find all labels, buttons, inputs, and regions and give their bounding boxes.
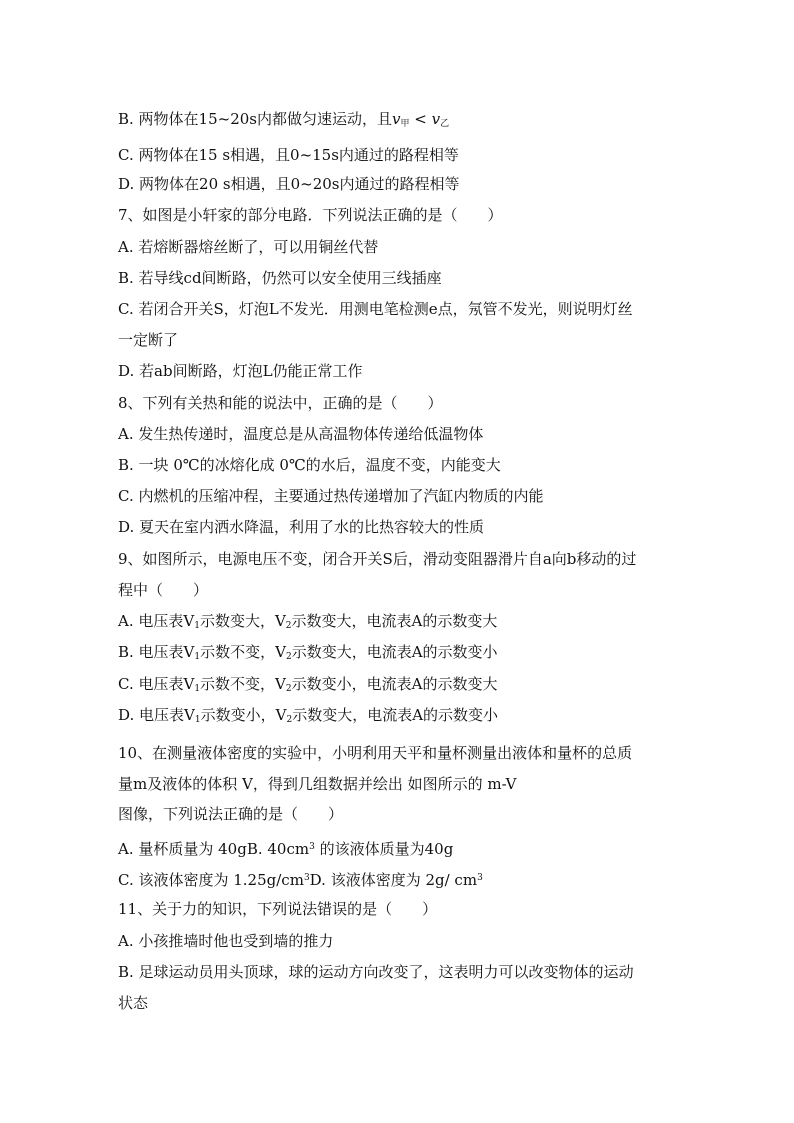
q9-option-b: B. 电压表$V_1$示数不变，$V_2$示数变大，电流表A的示数变小 — [118, 643, 498, 662]
v-yi-subscript: 乙 — [440, 119, 450, 129]
q11-stem: 11、关于力的知识，下列说法错误的是（ ） — [118, 900, 438, 918]
q6-option-b — [118, 109, 449, 134]
q9-option-c: C. 电压表$V_1$示数不变，$V_2$示数变小，电流表A的示数变大 — [118, 675, 498, 694]
q6-option-b-text: B. 两物体在15~20s内都做匀速运动，且 — [118, 110, 393, 128]
q7-option-b: B. 若导线cd间断路，仍然可以安全使用三线插座 — [118, 269, 442, 287]
q11-option-b-line1: B. 足球运动员用头顶球，球的运动方向改变了，这表明力可以改变物体的运动 — [118, 963, 634, 981]
q6-option-c: C. 两物体在15 s相遇，且0~15s内通过的路程相等 — [118, 146, 459, 164]
q10-stem-line1: 10、在测量液体密度的实验中，小明利用天平和量杯测量出液体和量杯的总质 — [118, 744, 633, 762]
q11-option-a: A. 小孩推墙时他也受到墙的推力 — [118, 932, 334, 950]
v-jia-symbol: v — [392, 110, 401, 128]
v-jia-subscript: 甲 — [400, 119, 410, 129]
q7-option-c-line2: 一定断了 — [118, 331, 179, 349]
q7-stem: 7、如图是小轩家的部分电路．下列说法正确的是（ ） — [118, 206, 503, 224]
q9-option-a: A. 电压表$V_1$示数变大，$V_2$示数变大，电流表A的示数变大 — [118, 612, 498, 631]
q9-stem-line2: 程中（ ） — [118, 581, 209, 599]
q6-option-d: D. 两物体在20 s相遇，且0~20s内通过的路程相等 — [118, 175, 460, 193]
q8-option-c: C. 内燃机的压缩冲程，主要通过热传递增加了汽缸内物质的内能 — [118, 487, 544, 505]
q10-options-cd: C. 该液体密度为 $1.25g/cm^3D$. 该液体密度为 2g/ $cm^3$ — [118, 871, 483, 889]
v-yi-symbol: v — [431, 110, 441, 128]
q10-stem-line3: 图像，下列说法正确的是（ ） — [118, 805, 344, 823]
q9-option-d: D. 电压表$V_1$示数变小，$V_2$示数变大，电流表A的示数变小 — [118, 706, 499, 725]
q8-stem: 8、下列有关热和能的说法中，正确的是（ ） — [118, 394, 443, 412]
q10-options-ab: A. 量杯质量为 40gB. $40cm^3$ 的该液体质量为40g — [118, 840, 454, 858]
q8-option-a: A. 发生热传递时，温度总是从高温物体传递给低温物体 — [118, 425, 484, 443]
q7-option-c-line1: C. 若闭合开关S，灯泡L不发光．用测电笔检测e点，氖管不发光，则说明灯丝 — [118, 300, 633, 318]
q10-stem-line2: 量m及液体的体积 V，得到几组数据并绘出 如图所示的 m-V — [118, 775, 517, 793]
q9-stem-line1: 9、如图所示，电源电压不变，闭合开关S后，滑动变阻器滑片自a向b移动的过 — [118, 550, 637, 568]
q7-option-d: D. 若ab间断路，灯泡L仍能正常工作 — [118, 362, 363, 380]
less-than-sign: < — [409, 110, 432, 128]
q8-option-b: B. 一块 0℃的冰熔化成 0℃的水后，温度不变，内能变大 — [118, 456, 501, 474]
q8-option-d: D. 夏天在室内洒水降温，利用了水的比热容较大的性质 — [118, 518, 485, 536]
q7-option-a: A. 若熔断器熔丝断了，可以用铜丝代替 — [118, 238, 379, 256]
q11-option-b-line2: 状态 — [118, 994, 149, 1012]
